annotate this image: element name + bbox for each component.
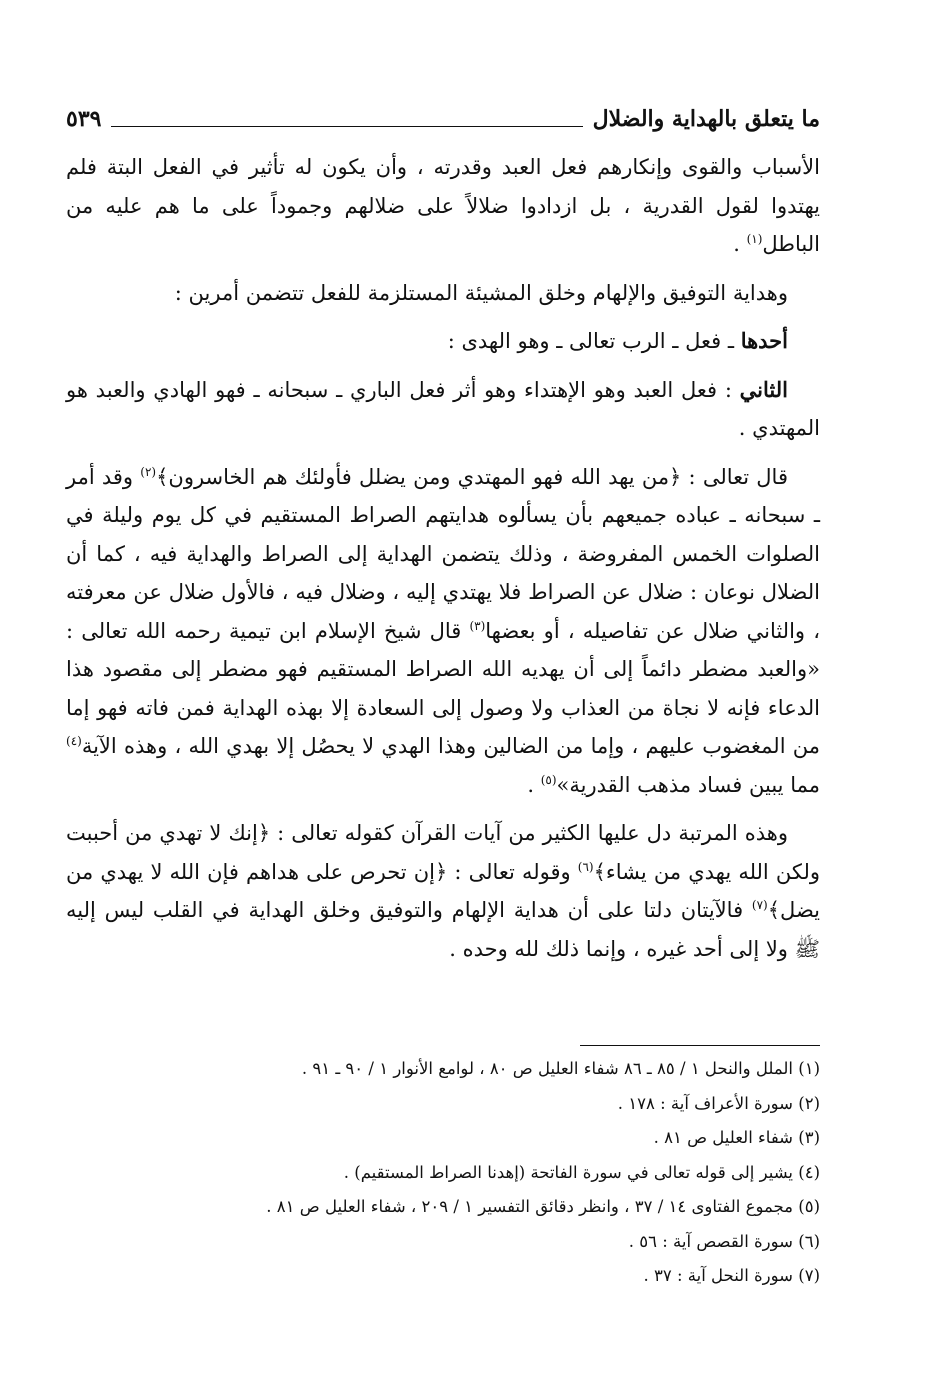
paragraph-1: الأسباب والقوى وإنكارهم فعل العبد وقدرته ، وأن يكون له تأثير في الفعل البتة فلم يهتدوا لقول القدرية ، بل ازدادوا ضلالاً على ضلالهم وجموداً على ما هم عليه من الباطل$^{(١)}$ . — [66, 155, 820, 256]
footnote-ref-5: (٥) — [540, 772, 557, 787]
paragraph-3: أحدها ـ فعل ـ الرب تعالى ـ وهو الهدى : — [447, 328, 788, 353]
footnote-ref-4: (٤) — [66, 734, 82, 748]
footnote-ref-1: (١) — [746, 232, 763, 246]
first-matter-label: أحدها — [740, 328, 788, 353]
paragraph-4: الثاني : فعل العبد وهو الإهتداء وهو أثر فعل الباري ـ سبحانه ـ فهو الهادي والعبد هو المهتدي . — [66, 376, 820, 440]
running-header — [66, 96, 820, 136]
page-number: ٥٣٩ — [66, 106, 102, 132]
footnote-ref-3: (٣) — [469, 618, 486, 633]
body-text — [66, 148, 820, 978]
footnote-ref-7: (٧) — [751, 898, 768, 912]
paragraph-5: قال تعالى : ﴿من يهد الله فهو المهتدي ومن يضلل فأولئك هم الخاسرون﴾$^{(٢)}$ وقد أمر ـ سبحانه ـ عباده جميعهم بأن يسألوه هدايتهم الصراط المستقيم في كل يوم وليلة في الصلوات الخمس المفروضة ، وذلك يتضمن الهداية إلى الصراط والهداية فيه ، كما أن الضلال نوعان : ضلال عن الصراط فلا يهتدي إليه ، وضلال فيه ، فالأول ضلال عن معرفته ، والثاني ضلال عن تفاصيله ، أو بعضها$^{(٣)}$ قال شيخ الإسلام ابن تيمية رحمه الله تعالى : «والعبد مضطر دائماً إلى أن يهديه الله الصراط المستقيم فهو مضطر إلى مقصود هذا الدعاء فإنه لا نجاة من العذاب ولا وصول إلى السعادة إلا بهذه الهداية فمن فاته فهو إما من المغضوب عليهم ، وإما من الضالين وهذا الهدي لا يحصُل إلا بهدي الله ، وهذه الآية$^{(٤)}$ مما يبين فساد مذهب القدرية»$^{(٥)}$ . — [66, 464, 820, 797]
footnote-ref-6: (٦) — [577, 859, 594, 874]
footnote-ref-2: (٢) — [140, 464, 157, 479]
header-rule — [111, 126, 582, 127]
second-matter-label: الثاني — [739, 376, 788, 402]
footnote-5: (٥) مجموع الفتاوى ١٤ / ٣٧ ، وانظر دقائق التفسير ١ / ٢٠٩ ، شفاء العليل ص ٨١ . — [266, 1197, 820, 1216]
footnote-3: (٣) شفاء العليل ص ٨١ . — [653, 1128, 820, 1147]
paragraph-6: وهذه المرتبة دل عليها الكثير من آيات القرآن كقوله تعالى : ﴿إنك لا تهدي من أحببت ولكن الله يهدي من يشاء﴾$^{(٦)}$ وقوله تعالى : ﴿إن تحرص على هداهم فإن الله لا يهدي من يضل﴾$^{(٧)}$ فالآيتان دلتا على أن هداية الإلهام والتوفيق وخلق الهداية في القلب ليس إليه ﷺ ولا إلى أحد غيره ، وإنما ذلك لله وحده . — [66, 821, 820, 961]
footnote-separator — [580, 1045, 820, 1046]
footnote-4: (٤) يشير إلى قوله تعالى في سورة الفاتحة (إهدنا الصراط المستقيم) . — [343, 1162, 820, 1182]
footnote-6: (٦) سورة القصص آية : ٥٦ . — [628, 1231, 820, 1251]
header-title: ما يتعلق بالهداية والضلال — [592, 106, 820, 132]
footnotes — [66, 1052, 820, 1294]
footnote-7: (٧) سورة النحل آية : ٣٧ . — [643, 1266, 820, 1285]
footnote-2: (٢) سورة الأعراف آية : ١٧٨ . — [617, 1093, 820, 1113]
footnote-1: (١) الملل والنحل ١ / ٨٥ ـ ٨٦ شفاء العليل ص ٨٠ ، لوامع الأنوار ١ / ٩٠ ـ ٩١ . — [301, 1059, 820, 1078]
paragraph-2: وهداية التوفيق والإلهام وخلق المشيئة المستلزمة للفعل تتضمن أمرين : — [174, 280, 788, 305]
